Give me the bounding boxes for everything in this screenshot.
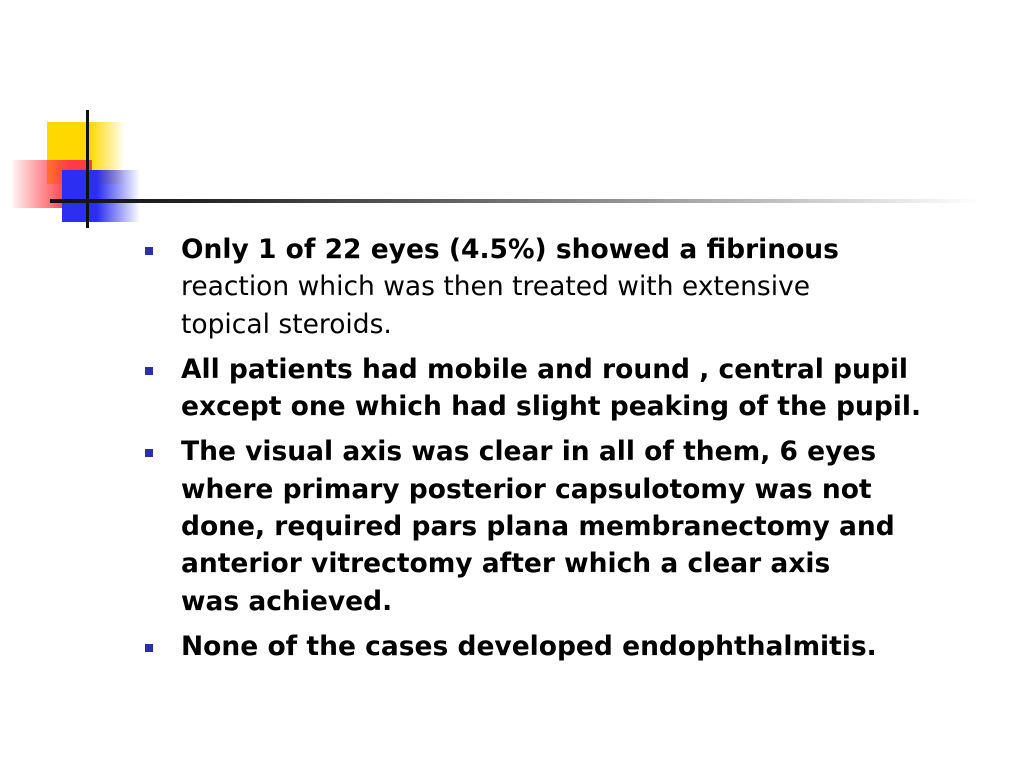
bullet-item-4: [142, 628, 1012, 665]
decorative-vertical-line: [86, 110, 89, 228]
bullet-item-1: [142, 231, 1012, 343]
bullet-text-3: The visual axis was clear in all of them, 6 eyes where primary posterior capsulotomy was not done, required pars plana membranectomy and anterior vitrectomy after which a clear axis was achieved.: [181, 436, 895, 617]
bullet-item-2: [142, 351, 1012, 426]
bullet-square-icon: [145, 644, 153, 652]
bullet-square-icon: [145, 367, 153, 375]
bullet-1-regular-text: reaction which was then treated with extensive topical steroids.: [181, 271, 811, 340]
bullet-item-3: [142, 433, 1012, 619]
bullet-text-2: All patients had mobile and round , central pupil except one which had slight peaking of the pupil.: [181, 353, 922, 423]
decorative-blue-square: [62, 170, 140, 222]
bullet-text-4: None of the cases developed endophthalmitis.: [181, 630, 877, 662]
bullet-1-bold-text: Only 1 of 22 eyes (4.5%) showed a fibrinous: [181, 234, 839, 265]
bullet-list: [142, 231, 1012, 673]
bullet-square-icon: [145, 449, 153, 457]
title-divider-line: [50, 199, 980, 203]
bullet-square-icon: [145, 247, 153, 255]
bullet-text-1: [181, 231, 1012, 343]
